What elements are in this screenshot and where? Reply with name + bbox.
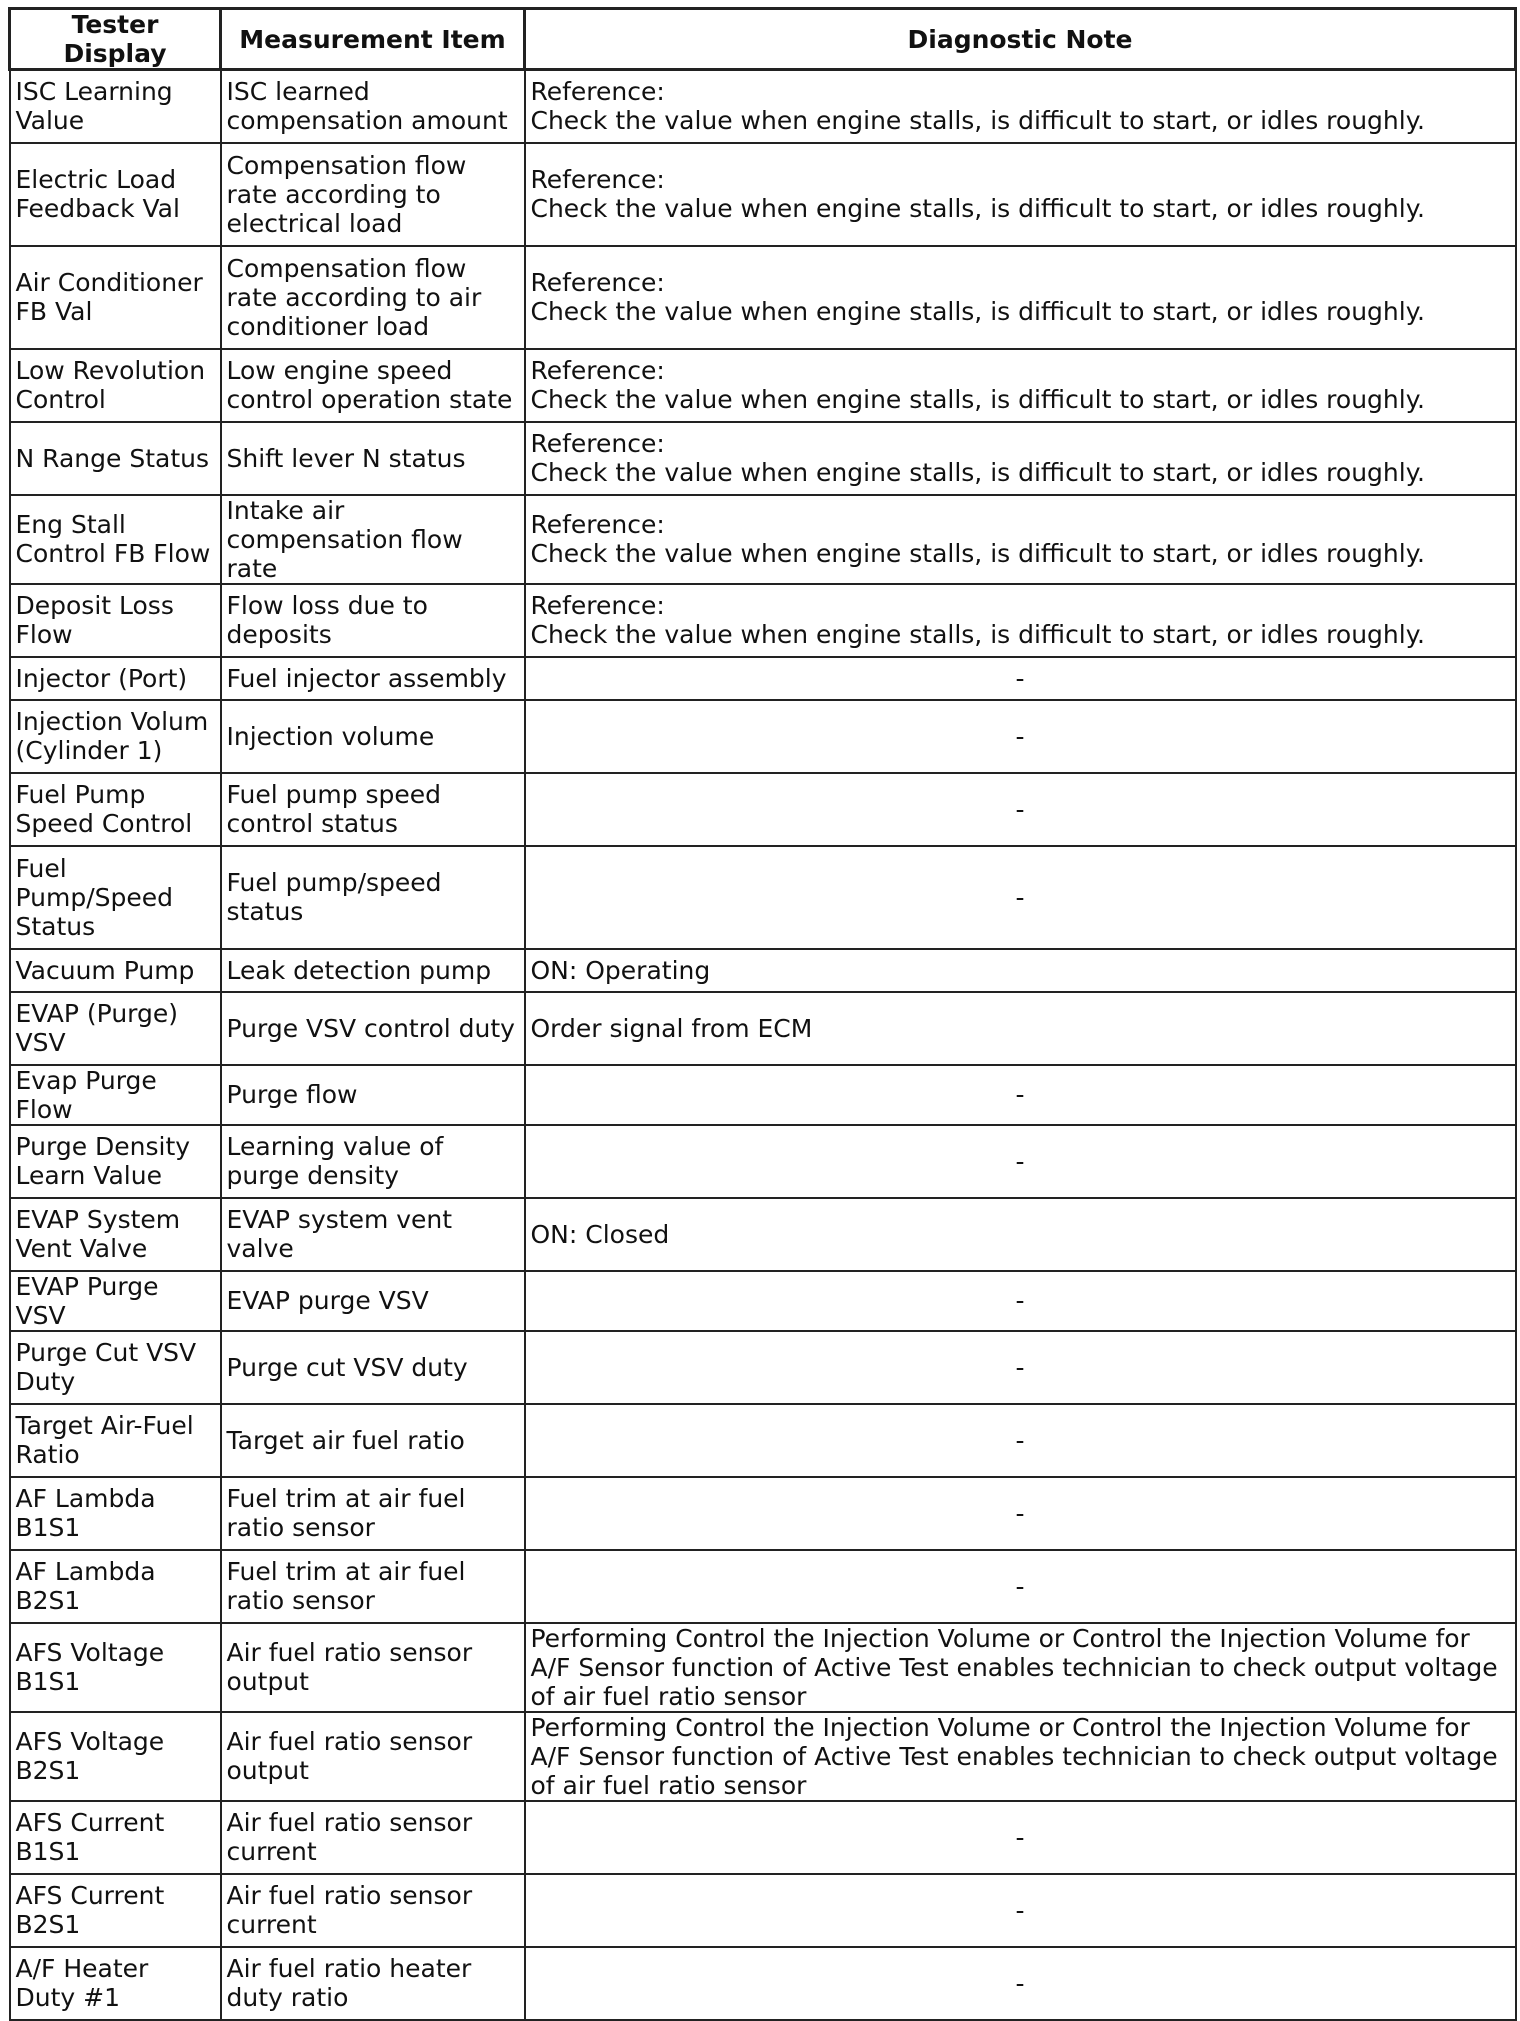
tester-display-cell: EVAP System Vent Valve (10, 1198, 221, 1271)
tester-display-cell: EVAP Purge VSV (10, 1271, 221, 1331)
table-body (10, 70, 1516, 2020)
measurement-item-cell: Air fuel ratio sensor current (221, 1874, 525, 1947)
diagnostic-note-cell: - (525, 1801, 1516, 1874)
header-measurement-item: Measurement Item (221, 9, 525, 70)
diagnostic-note-cell: Reference: Check the value when engine stalls, is difficult to start, or idles roughly. (525, 246, 1516, 349)
measurement-item-cell: Learning value of purge density (221, 1125, 525, 1198)
tester-display-cell: AFS Current B2S1 (10, 1874, 221, 1947)
table-row (10, 349, 1516, 422)
tester-display-cell: Purge Density Learn Value (10, 1125, 221, 1198)
diagnostic-note-cell: Reference: Check the value when engine stalls, is difficult to start, or idles roughly. (525, 584, 1516, 657)
measurement-item-cell: Shift lever N status (221, 422, 525, 495)
table-row (10, 246, 1516, 349)
tester-display-cell: Injection Volum (Cylinder 1) (10, 700, 221, 773)
table-header-row (10, 9, 1516, 70)
measurement-item-cell: Fuel trim at air fuel ratio sensor (221, 1477, 525, 1550)
diagnostic-note-cell: - (525, 700, 1516, 773)
table-row (10, 773, 1516, 846)
table-row (10, 1712, 1516, 1801)
diagnostic-note-cell: - (525, 1125, 1516, 1198)
diagnostic-note-cell: ON: Operating (525, 949, 1516, 992)
table-row (10, 1801, 1516, 1874)
diagnostic-note-cell: - (525, 1947, 1516, 2020)
diagnostic-note-cell: Reference: Check the value when engine stalls, is difficult to start, or idles roughly. (525, 422, 1516, 495)
tester-display-cell: Electric Load Feedback Val (10, 143, 221, 246)
measurement-item-cell: Air fuel ratio sensor current (221, 1801, 525, 1874)
measurement-item-cell: Injection volume (221, 700, 525, 773)
tester-display-cell: Fuel Pump/Speed Status (10, 846, 221, 949)
table-row (10, 70, 1516, 143)
diagnostic-note-cell: - (525, 1874, 1516, 1947)
table-row (10, 846, 1516, 949)
tester-display-cell: N Range Status (10, 422, 221, 495)
table-row (10, 1331, 1516, 1404)
diagnostic-note-cell: Reference: Check the value when engine stalls, is difficult to start, or idles roughly. (525, 349, 1516, 422)
diagnostic-note-cell: - (525, 846, 1516, 949)
tester-display-cell: Injector (Port) (10, 657, 221, 700)
tester-display-cell: AFS Voltage B2S1 (10, 1712, 221, 1801)
table-row (10, 422, 1516, 495)
measurement-item-cell: Low engine speed control operation state (221, 349, 525, 422)
header-diagnostic-note: Diagnostic Note (525, 9, 1516, 70)
table-row (10, 1874, 1516, 1947)
tester-display-cell: Vacuum Pump (10, 949, 221, 992)
table-row (10, 1477, 1516, 1550)
measurement-item-cell: Air fuel ratio sensor output (221, 1623, 525, 1712)
tester-display-cell: ISC Learning Value (10, 70, 221, 143)
table-row (10, 1947, 1516, 2020)
table-row (10, 1404, 1516, 1477)
table-row (10, 1125, 1516, 1198)
table-row (10, 657, 1516, 700)
table-row (10, 1271, 1516, 1331)
tester-display-cell: Purge Cut VSV Duty (10, 1331, 221, 1404)
measurement-item-cell: Purge cut VSV duty (221, 1331, 525, 1404)
diagnostic-note-cell: Order signal from ECM (525, 992, 1516, 1065)
tester-display-cell: Target Air-Fuel Ratio (10, 1404, 221, 1477)
measurement-item-cell: Purge flow (221, 1065, 525, 1125)
header-tester-display: Tester Display (10, 9, 221, 70)
diagnostic-note-cell: - (525, 1404, 1516, 1477)
tester-display-cell: AFS Voltage B1S1 (10, 1623, 221, 1712)
table-row (10, 143, 1516, 246)
diagnostic-note-cell: - (525, 773, 1516, 846)
measurement-item-cell: Fuel injector assembly (221, 657, 525, 700)
tester-display-cell: Eng Stall Control FB Flow (10, 495, 221, 584)
measurement-item-cell: Air fuel ratio sensor output (221, 1712, 525, 1801)
measurement-item-cell: Fuel pump/speed status (221, 846, 525, 949)
measurement-item-cell: Purge VSV control duty (221, 992, 525, 1065)
table-row (10, 1198, 1516, 1271)
diagnostic-note-cell: - (525, 1477, 1516, 1550)
diagnostic-note-cell: Reference: Check the value when engine stalls, is difficult to start, or idles roughly. (525, 70, 1516, 143)
tester-display-cell: Low Revolution Control (10, 349, 221, 422)
table-row (10, 700, 1516, 773)
measurement-item-cell: Target air fuel ratio (221, 1404, 525, 1477)
diagnostic-note-cell: Reference: Check the value when engine stalls, is difficult to start, or idles roughly. (525, 495, 1516, 584)
diagnostic-note-cell: - (525, 1331, 1516, 1404)
measurement-item-cell: Air fuel ratio heater duty ratio (221, 1947, 525, 2020)
measurement-item-cell: Leak detection pump (221, 949, 525, 992)
tester-display-cell: AF Lambda B1S1 (10, 1477, 221, 1550)
diagnostic-note-cell: - (525, 1550, 1516, 1623)
table-row (10, 584, 1516, 657)
diagnostic-note-cell: - (525, 1065, 1516, 1125)
measurement-item-cell: Intake air compensation flow rate (221, 495, 525, 584)
data-list-table (8, 7, 1517, 2021)
table-row (10, 1623, 1516, 1712)
tester-display-cell: AFS Current B1S1 (10, 1801, 221, 1874)
measurement-item-cell: ISC learned compensation amount (221, 70, 525, 143)
tester-display-cell: A/F Heater Duty #1 (10, 1947, 221, 2020)
diagnostic-note-cell: Performing Control the Injection Volume or Control the Injection Volume for A/F Sensor function of Active Test enables technician to check output voltage of air fuel ratio sensor (525, 1712, 1516, 1801)
diagnostic-note-cell: - (525, 657, 1516, 700)
measurement-item-cell: Flow loss due to deposits (221, 584, 525, 657)
measurement-item-cell: Compensation flow rate according to electrical load (221, 143, 525, 246)
diagnostic-note-cell: ON: Closed (525, 1198, 1516, 1271)
measurement-item-cell: EVAP purge VSV (221, 1271, 525, 1331)
table-row (10, 992, 1516, 1065)
tester-display-cell: Fuel Pump Speed Control (10, 773, 221, 846)
measurement-item-cell: Fuel trim at air fuel ratio sensor (221, 1550, 525, 1623)
measurement-item-cell: EVAP system vent valve (221, 1198, 525, 1271)
tester-display-cell: Evap Purge Flow (10, 1065, 221, 1125)
table-row (10, 1065, 1516, 1125)
diagnostic-note-cell: - (525, 1271, 1516, 1331)
tester-display-cell: Air Conditioner FB Val (10, 246, 221, 349)
diagnostic-note-cell: Performing Control the Injection Volume or Control the Injection Volume for A/F Sensor function of Active Test enables technician to check output voltage of air fuel ratio sensor (525, 1623, 1516, 1712)
table-row (10, 495, 1516, 584)
table-row (10, 949, 1516, 992)
table-row (10, 1550, 1516, 1623)
measurement-item-cell: Compensation flow rate according to air conditioner load (221, 246, 525, 349)
tester-display-cell: Deposit Loss Flow (10, 584, 221, 657)
tester-display-cell: AF Lambda B2S1 (10, 1550, 221, 1623)
diagnostic-note-cell: Reference: Check the value when engine stalls, is difficult to start, or idles roughly. (525, 143, 1516, 246)
measurement-item-cell: Fuel pump speed control status (221, 773, 525, 846)
tester-display-cell: EVAP (Purge) VSV (10, 992, 221, 1065)
